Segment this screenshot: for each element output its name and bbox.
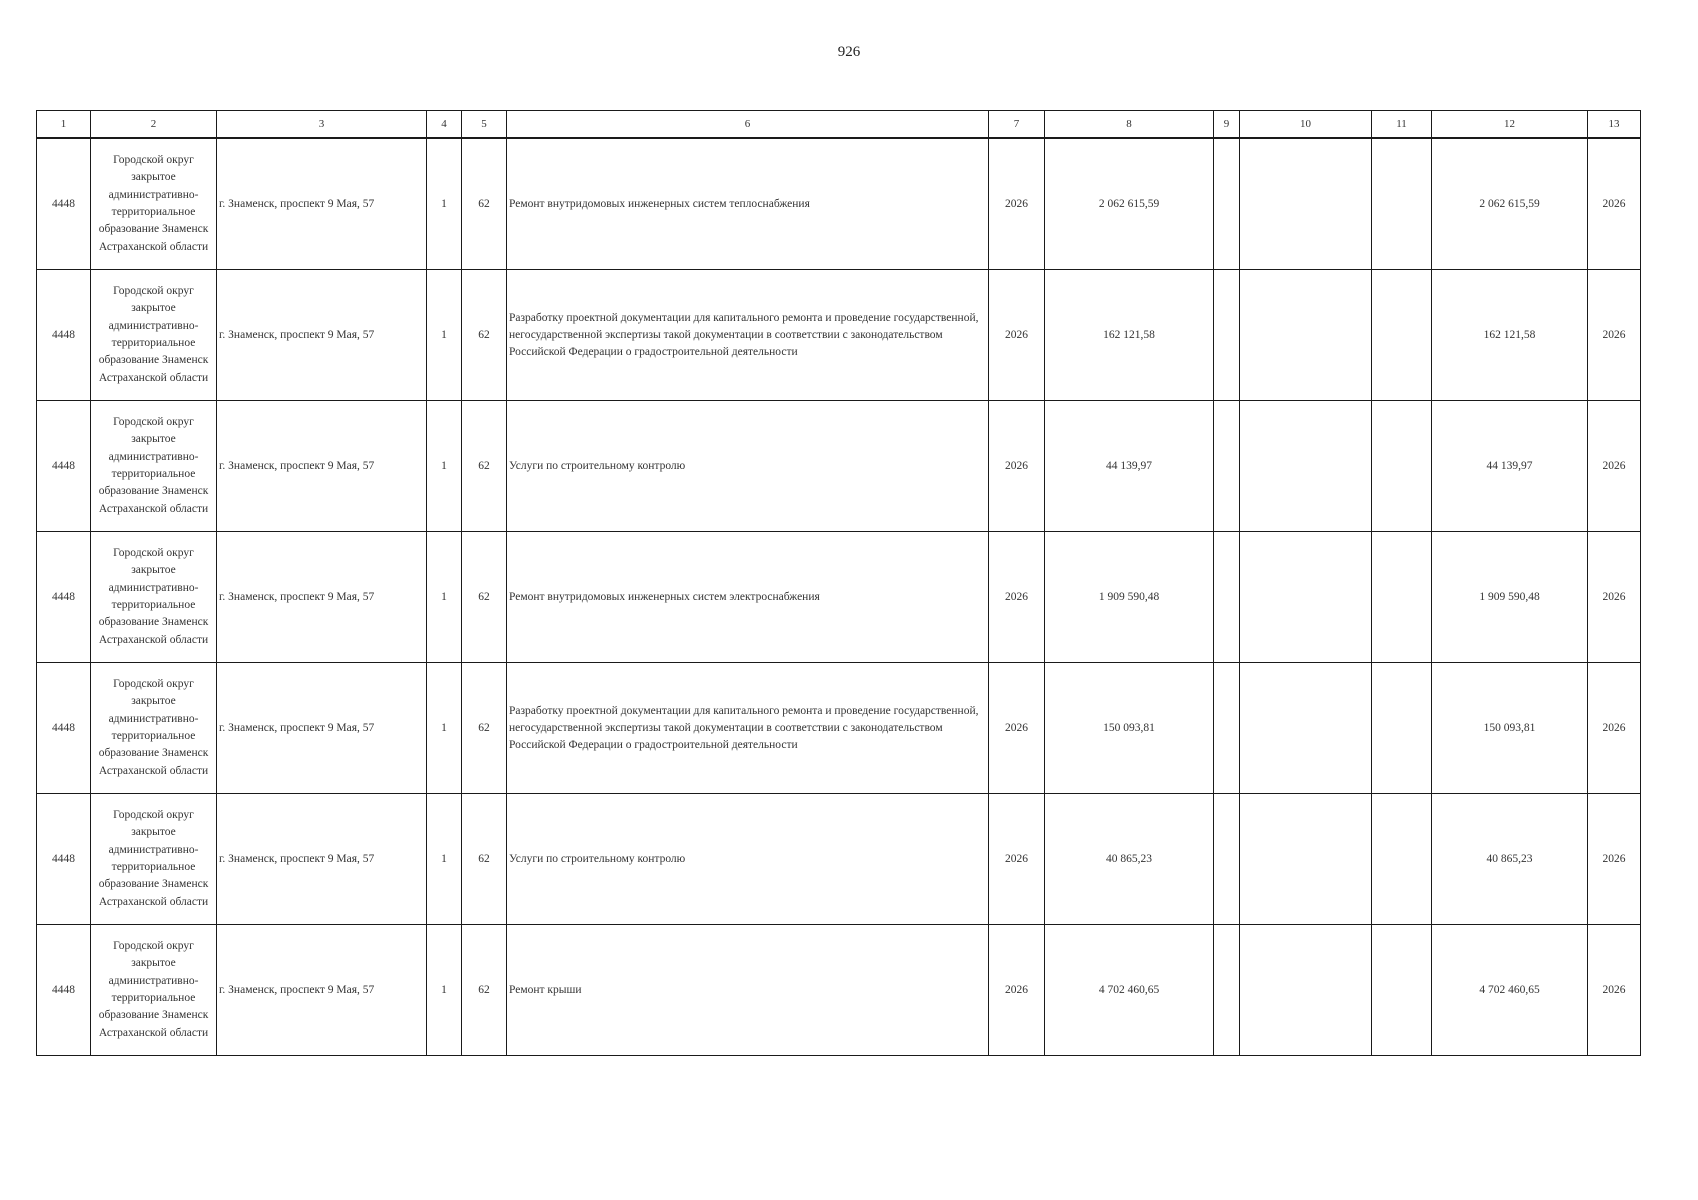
address-cell: г. Знаменск, проспект 9 Мая, 57: [217, 794, 427, 925]
address-cell: г. Знаменск, проспект 9 Мая, 57: [217, 270, 427, 401]
fund-cost-cell: 2 062 615,59: [1432, 138, 1588, 270]
column-header-3: 3: [217, 111, 427, 139]
completion-year-cell: 2026: [1588, 925, 1641, 1056]
column-4-cell: 1: [427, 532, 462, 663]
total-cost-cell: 2 062 615,59: [1045, 138, 1214, 270]
column-header-12: 12: [1432, 111, 1588, 139]
municipality-text: Городской округ закрытое административно-территориальное образование Знаменск Астраханской области: [98, 808, 209, 908]
column-9-cell: [1214, 138, 1240, 270]
total-cost-cell: 162 121,58: [1045, 270, 1214, 401]
column-11-cell: [1372, 925, 1432, 1056]
year-cell: 2026: [989, 794, 1045, 925]
table-row: [37, 401, 1641, 532]
fund-cost-cell: 162 121,58: [1432, 270, 1588, 401]
fund-cost-cell: 4 702 460,65: [1432, 925, 1588, 1056]
record-number-cell: 4448: [37, 401, 91, 532]
column-10-cell: [1240, 532, 1372, 663]
municipality-text-box: [93, 139, 214, 269]
column-4-cell: 1: [427, 794, 462, 925]
column-header-4: 4: [427, 111, 462, 139]
total-cost-cell: 44 139,97: [1045, 401, 1214, 532]
table-row: [37, 532, 1641, 663]
fund-cost-cell: 1 909 590,48: [1432, 532, 1588, 663]
municipality-text-box: [93, 663, 214, 793]
municipality-text-box: [93, 401, 214, 531]
municipality-cell: [91, 663, 217, 794]
address-cell: г. Знаменск, проспект 9 Мая, 57: [217, 663, 427, 794]
completion-year-cell: 2026: [1588, 794, 1641, 925]
column-5-cell: 62: [462, 401, 507, 532]
record-number-cell: 4448: [37, 270, 91, 401]
municipality-text-box: [93, 532, 214, 662]
column-header-6: 6: [507, 111, 989, 139]
column-5-cell: 62: [462, 532, 507, 663]
year-cell: 2026: [989, 925, 1045, 1056]
municipality-text: Городской округ закрытое административно-территориальное образование Знаменск Астраханской области: [98, 677, 209, 777]
column-5-cell: 62: [462, 794, 507, 925]
year-cell: 2026: [989, 270, 1045, 401]
column-11-cell: [1372, 794, 1432, 925]
work-type-cell: Услуги по строительному контролю: [507, 401, 989, 532]
column-4-cell: 1: [427, 270, 462, 401]
fund-cost-cell: 150 093,81: [1432, 663, 1588, 794]
column-10-cell: [1240, 138, 1372, 270]
municipality-text-box: [93, 925, 214, 1055]
table-row: [37, 925, 1641, 1056]
table-row: [37, 138, 1641, 270]
column-header-2: 2: [91, 111, 217, 139]
column-10-cell: [1240, 270, 1372, 401]
table-row: [37, 270, 1641, 401]
column-10-cell: [1240, 401, 1372, 532]
municipality-cell: [91, 138, 217, 270]
work-type-cell: Ремонт внутридомовых инженерных систем электроснабжения: [507, 532, 989, 663]
column-11-cell: [1372, 401, 1432, 532]
column-5-cell: 62: [462, 925, 507, 1056]
table-header: [37, 111, 1641, 139]
year-cell: 2026: [989, 138, 1045, 270]
completion-year-cell: 2026: [1588, 401, 1641, 532]
column-header-9: 9: [1214, 111, 1240, 139]
work-type-cell: Ремонт внутридомовых инженерных систем теплоснабжения: [507, 138, 989, 270]
column-11-cell: [1372, 270, 1432, 401]
column-9-cell: [1214, 401, 1240, 532]
municipality-text: Городской округ закрытое административно-территориальное образование Знаменск Астраханской области: [98, 546, 209, 646]
column-11-cell: [1372, 532, 1432, 663]
column-header-5: 5: [462, 111, 507, 139]
total-cost-cell: 4 702 460,65: [1045, 925, 1214, 1056]
total-cost-cell: 1 909 590,48: [1045, 532, 1214, 663]
column-9-cell: [1214, 270, 1240, 401]
completion-year-cell: 2026: [1588, 138, 1641, 270]
municipality-cell: [91, 794, 217, 925]
column-9-cell: [1214, 532, 1240, 663]
column-5-cell: 62: [462, 270, 507, 401]
page-number: 926: [837, 44, 861, 60]
column-header-1: 1: [37, 111, 91, 139]
column-10-cell: [1240, 663, 1372, 794]
column-header-8: 8: [1045, 111, 1214, 139]
municipality-text: Городской округ закрытое административно-территориальное образование Знаменск Астраханской области: [98, 284, 209, 384]
column-11-cell: [1372, 663, 1432, 794]
address-cell: г. Знаменск, проспект 9 Мая, 57: [217, 532, 427, 663]
municipality-cell: [91, 270, 217, 401]
column-9-cell: [1214, 794, 1240, 925]
column-header-13: 13: [1588, 111, 1641, 139]
registry-table: [36, 110, 1641, 1056]
municipality-text: Городской округ закрытое административно-территориальное образование Знаменск Астраханской области: [98, 415, 209, 515]
column-4-cell: 1: [427, 925, 462, 1056]
record-number-cell: 4448: [37, 138, 91, 270]
municipality-text-box: [93, 794, 214, 924]
municipality-cell: [91, 532, 217, 663]
municipality-text: Городской округ закрытое административно-территориальное образование Знаменск Астраханской области: [98, 153, 209, 253]
completion-year-cell: 2026: [1588, 270, 1641, 401]
municipality-cell: [91, 925, 217, 1056]
municipality-text-box: [93, 270, 214, 400]
column-9-cell: [1214, 663, 1240, 794]
column-10-cell: [1240, 925, 1372, 1056]
address-cell: г. Знаменск, проспект 9 Мая, 57: [217, 138, 427, 270]
work-type-cell: Услуги по строительному контролю: [507, 794, 989, 925]
record-number-cell: 4448: [37, 925, 91, 1056]
record-number-cell: 4448: [37, 532, 91, 663]
column-9-cell: [1214, 925, 1240, 1056]
completion-year-cell: 2026: [1588, 532, 1641, 663]
work-type-cell: Разработку проектной документации для капитального ремонта и проведение государственной, негосударственной экспертизы такой документации в соответствии с законодательством Российской Федерации о градостроительной деятельности: [507, 663, 989, 794]
column-5-cell: 62: [462, 138, 507, 270]
column-11-cell: [1372, 138, 1432, 270]
column-5-cell: 62: [462, 663, 507, 794]
column-10-cell: [1240, 794, 1372, 925]
header-row: [37, 111, 1641, 139]
work-type-cell: Разработку проектной документации для капитального ремонта и проведение государственной, негосударственной экспертизы такой документации в соответствии с законодательством Российской Федерации о градостроительной деятельности: [507, 270, 989, 401]
municipality-text: Городской округ закрытое административно-территориальное образование Знаменск Астраханской области: [98, 939, 209, 1039]
column-header-7: 7: [989, 111, 1045, 139]
address-cell: г. Знаменск, проспект 9 Мая, 57: [217, 925, 427, 1056]
column-4-cell: 1: [427, 401, 462, 532]
completion-year-cell: 2026: [1588, 663, 1641, 794]
year-cell: 2026: [989, 401, 1045, 532]
year-cell: 2026: [989, 532, 1045, 663]
total-cost-cell: 150 093,81: [1045, 663, 1214, 794]
address-cell: г. Знаменск, проспект 9 Мая, 57: [217, 401, 427, 532]
record-number-cell: 4448: [37, 663, 91, 794]
work-type-cell: Ремонт крыши: [507, 925, 989, 1056]
column-header-10: 10: [1240, 111, 1372, 139]
table-row: [37, 663, 1641, 794]
column-4-cell: 1: [427, 663, 462, 794]
table-row: [37, 794, 1641, 925]
table-body: [37, 138, 1641, 1056]
municipality-cell: [91, 401, 217, 532]
year-cell: 2026: [989, 663, 1045, 794]
fund-cost-cell: 40 865,23: [1432, 794, 1588, 925]
fund-cost-cell: 44 139,97: [1432, 401, 1588, 532]
column-4-cell: 1: [427, 138, 462, 270]
total-cost-cell: 40 865,23: [1045, 794, 1214, 925]
record-number-cell: 4448: [37, 794, 91, 925]
column-header-11: 11: [1372, 111, 1432, 139]
